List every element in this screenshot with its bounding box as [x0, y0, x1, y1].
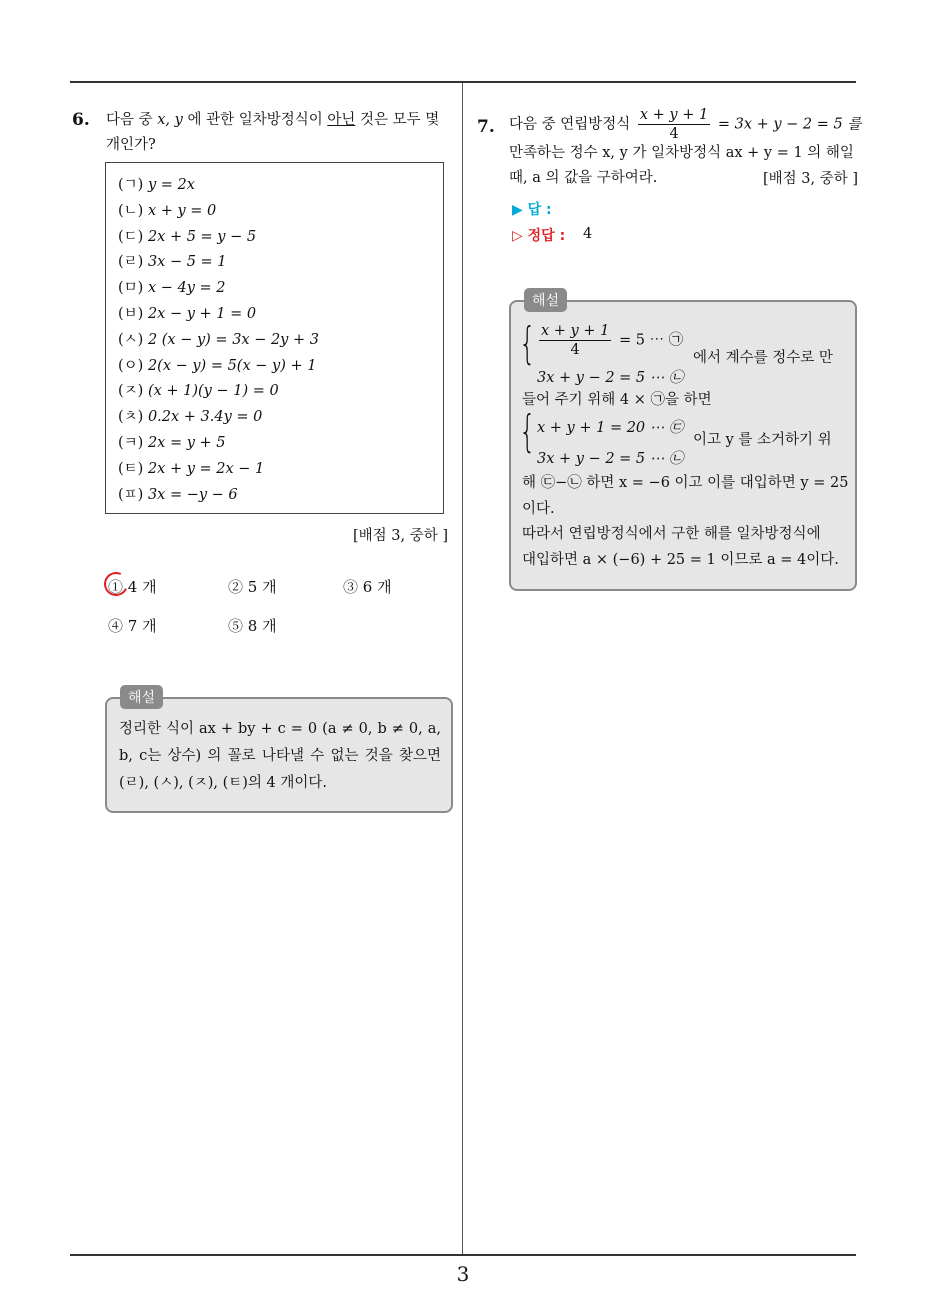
equation-label: (ㅈ) — [118, 383, 144, 400]
question-7-fraction: $\frac{x + y + 1}{4}$ — [639, 107, 709, 142]
question-6-solution-text: 정리한 식이 ax + by + c = 0 (a ≠ 0, b ≠ 0, a, b, c는 상수) 의 꼴로 나타낼 수 없는 것을 찾으면 (ㄹ), (ㅅ), (ㅈ), (ㅌ)의 4 개이다. — [119, 721, 441, 791]
page-number: 3 — [456, 1262, 470, 1286]
equation-list-box — [105, 162, 444, 514]
equation-item — [118, 483, 443, 509]
question-7-text: 만족하는 정수 x, y 가 일차방정식 ax + y = 1 의 해일 때, a 의 값을 구하여라. — [509, 145, 854, 186]
equation-expression: 3x = −y − 6 — [147, 486, 238, 503]
equation-item — [118, 405, 443, 431]
equation-expression: (x + 1)(y − 1) = 0 — [147, 383, 279, 400]
equation-expression: x − 4y = 2 — [147, 280, 226, 297]
equation-item — [118, 173, 443, 199]
equation-expression: x + y = 0 — [147, 202, 217, 219]
question-7-points: [배점 3, 중하 ] — [762, 171, 858, 187]
equation-label: (ㅍ) — [118, 486, 144, 503]
equation-expression: 2 (x − y) = 3x − 2y + 3 — [147, 331, 319, 348]
equation-item — [118, 302, 443, 328]
question-6-text: 다음 중 x, y 에 관한 일차방정식이 아닌 것은 모두 몇 개인가? — [106, 112, 440, 153]
solution-text-7: 대입하면 a × (−6) + 25 = 1 이므로 a = 4이다. — [522, 552, 839, 568]
equation-label: (ㄷ) — [118, 228, 144, 245]
question-7-solution-tag: 해설 — [524, 288, 567, 312]
solution-text-6: 따라서 연립방정식에서 구한 해를 일차방정식에 — [522, 526, 821, 542]
equation-item — [118, 225, 443, 251]
equation-label: (ㅋ) — [118, 434, 144, 451]
equation-item — [118, 199, 443, 225]
equation-item — [118, 379, 443, 405]
equation-item — [118, 328, 443, 354]
column-divider — [462, 83, 463, 1254]
equation-item — [118, 431, 443, 457]
choice-5[interactable]: ⑤ 8 개 — [228, 617, 277, 635]
solution-text-3: 이고 y 를 소거하기 위 — [693, 432, 832, 448]
equation-item — [118, 276, 443, 302]
question-7-equation-line: 다음 중 연립방정식 $\frac{x + y + 1}{4}$ = 3x + y − 2 = 5 를 — [509, 107, 862, 142]
question-6-solution-tag: 해설 — [120, 685, 163, 709]
equation-label: (ㅂ) — [118, 305, 144, 322]
choice-4[interactable]: ④ 7 개 — [108, 617, 157, 635]
equation-expression: y = 2x — [147, 177, 195, 193]
equation-expression: 2(x − y) = 5(x − y) + 1 — [147, 357, 317, 374]
system-brace-2: { — [519, 406, 536, 457]
system1-equation2: 3x + y − 2 = 5 ⋯ ㉡ — [537, 370, 684, 386]
equation-expression: 3x − 5 = 1 — [147, 254, 227, 271]
equation-label: (ㅌ) — [118, 460, 144, 477]
equation-label: (ㅅ) — [118, 331, 144, 348]
equation-label: (ㅇ) — [118, 357, 144, 374]
underlined-word: 아닌 — [327, 112, 356, 128]
equation-label: (ㅁ) — [118, 280, 144, 297]
equation-label: (ㄹ) — [118, 254, 144, 271]
question-7-number: 7. — [477, 117, 495, 137]
equation-expression: 2x + 5 = y − 5 — [147, 228, 257, 245]
system2-equation2: 3x + y − 2 = 5 ⋯ ㉡ — [537, 451, 684, 467]
choice-2[interactable]: ② 5 개 — [228, 578, 277, 596]
bottom-rule — [70, 1254, 856, 1256]
correct-answer-label: ▷ 정답 : — [512, 228, 566, 244]
top-rule — [70, 81, 856, 83]
system-brace-1: { — [519, 318, 536, 369]
equation-expression: 0.2x + 3.4y = 0 — [147, 409, 263, 426]
equation-expression: 2x − y + 1 = 0 — [147, 305, 257, 322]
choice-1[interactable]: ① 4 개 — [108, 578, 157, 596]
question-6-points: [배점 3, 중하 ] — [352, 528, 448, 544]
equation-label: (ㄱ) — [118, 177, 144, 193]
question-6-number: 6. — [72, 110, 90, 130]
equation-item — [118, 354, 443, 380]
choice-3[interactable]: ③ 6 개 — [343, 578, 392, 596]
answer-label: ▶ 답 : — [512, 202, 552, 218]
equation-label: (ㅊ) — [118, 409, 144, 426]
equation-expression: 2x = y + 5 — [147, 434, 226, 451]
equation-item — [118, 457, 443, 483]
equation-item — [118, 250, 443, 276]
equation-expression: 2x + y = 2x − 1 — [147, 460, 265, 477]
equation-label: (ㄴ) — [118, 202, 144, 219]
system1-equation1: $\frac{x + y + 1}{4}$ = 5 ⋯ ㉠ — [541, 323, 684, 358]
solution-text-4: 해 ㉢−㉡ 하면 x = −6 이고 이를 대입하면 y = 25 — [522, 475, 849, 491]
solution-text-1: 에서 계수를 정수로 만 — [693, 350, 833, 366]
solution-text-2: 들어 주기 위해 4 × ㉠을 하면 — [522, 392, 712, 408]
solution-text-5: 이다. — [522, 501, 555, 517]
correct-answer-value: 4 — [583, 226, 593, 242]
system2-equation1: x + y + 1 = 20 ⋯ ㉢ — [537, 420, 684, 436]
